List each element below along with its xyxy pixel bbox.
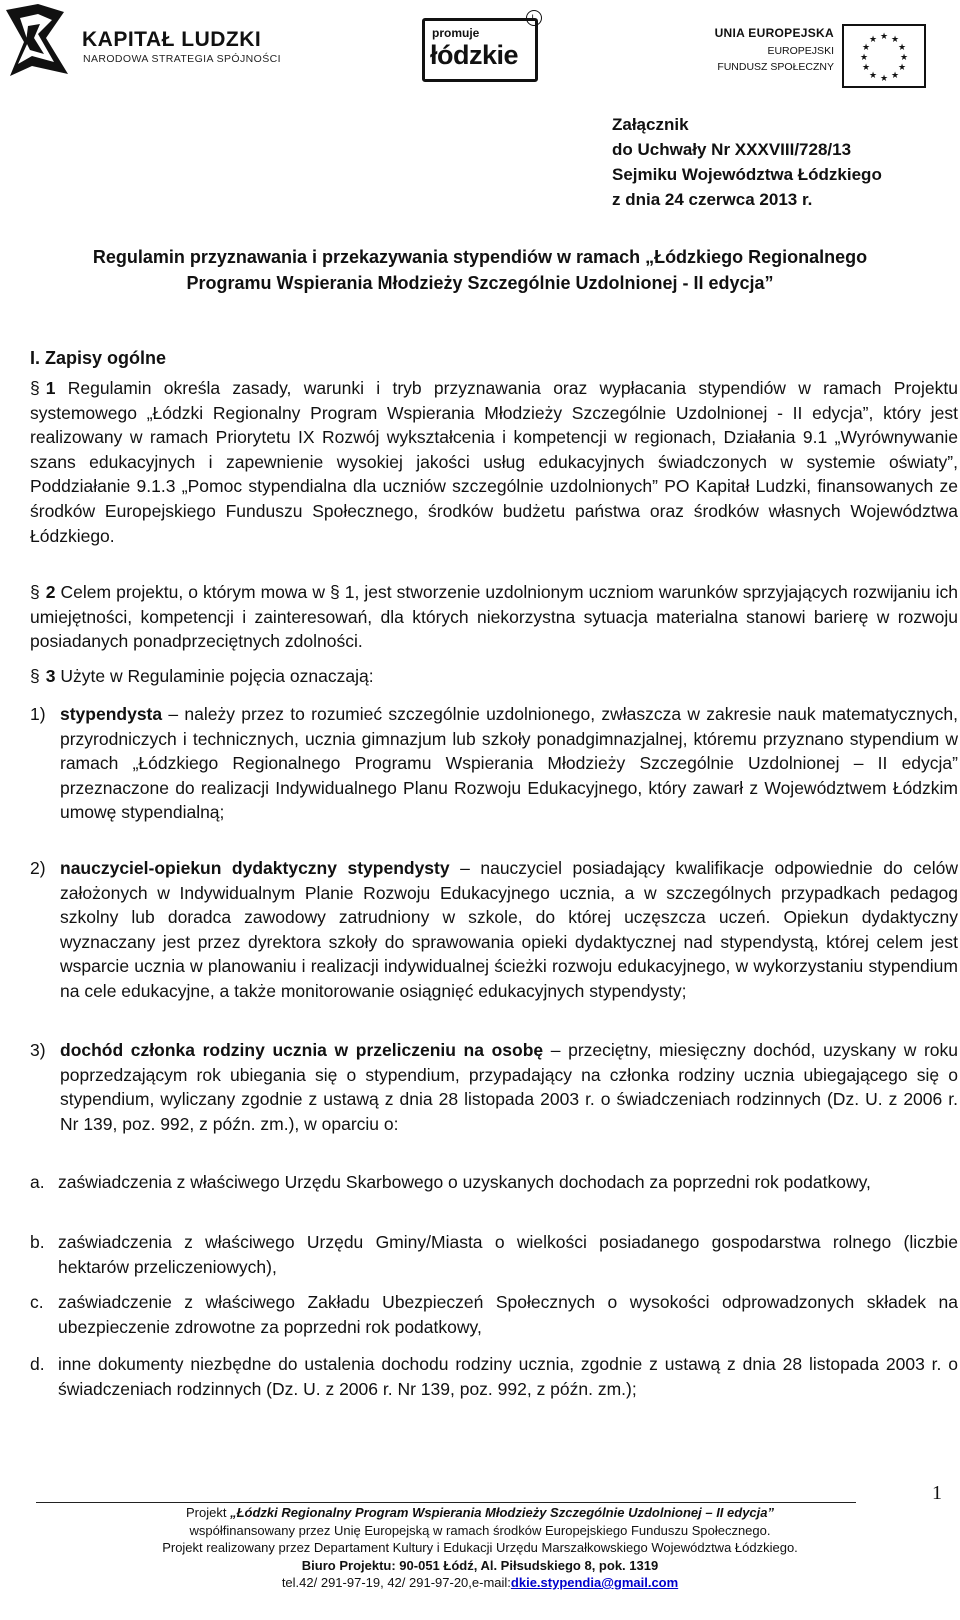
promuje-lodzkie-logo — [422, 10, 546, 86]
footer-project-line — [0, 1504, 960, 1522]
definition-item — [30, 1038, 958, 1136]
lodzkie-label: łódzkie — [430, 40, 519, 70]
promuje-label: promuje — [432, 26, 480, 40]
kapital-ludzki-title: KAPITAŁ LUDZKI — [82, 28, 262, 51]
svg-text:★: ★ — [861, 43, 871, 53]
kapital-ludzki-emblem-icon — [2, 4, 74, 80]
annex-block — [612, 112, 882, 212]
svg-text:★: ★ — [879, 32, 889, 42]
svg-text:★: ★ — [890, 35, 900, 45]
svg-text:★: ★ — [890, 71, 900, 81]
document-title — [0, 244, 960, 296]
eu-fund-logo — [684, 12, 944, 82]
paragraph-text: Użyte w Regulaminie pojęcia oznaczają: — [60, 666, 374, 686]
eu-flag-icon — [842, 24, 926, 88]
header-logos — [0, 0, 960, 92]
footer-cofinance-line: współfinansowany przez Unię Europejską w ramach środków Europejskiego Funduszu Społecznego. — [189, 1522, 771, 1538]
eu-fund-label-1: EUROPEJSKI — [767, 45, 834, 57]
annex-line: z dnia 24 czerwca 2013 r. — [612, 190, 813, 209]
definition-item — [30, 702, 958, 825]
paragraph-text: Regulamin określa zasady, warunki i tryb przyznawania oraz wypłacania stypendiów w ramach Projektu systemowego „Łódzki Regionalny Program Wspierania Młodzieży Szczególnie Uzdolnionej - II edycja”, który jest realizowany w ramach Priorytetu IX Rozwój wykształcenia i kompetencji w regionach, Działania 9.1 „Wyrównywanie szans edukacyjnych i zapewnienie wysokiej jakości usług edukacyjnych świadczonych w systemie oświaty”, Poddziałanie 9.1.3 „Pomoc stypendialna dla uczniów szczególnie uzdolnionych” PO Kapitał Ludzki, finansowanych ze środków Europejskiego Funduszu Społecznego, środków budżetu państwa oraz środków własnych Województwa Łódzkiego. — [30, 378, 958, 546]
svg-text:★: ★ — [868, 35, 878, 45]
eu-fund-label-2: FUNDUSZ SPOŁECZNY — [717, 61, 834, 73]
definition-text: – należy przez to rozumieć szczególnie uzdolnionego, zwłaszcza w zakresie nauk matematycznych, przyrodniczych i technicznych, ucznia gimnazjum lub szkoły ponadgimnazjalnej, któremu przyznano stypendium w ramach „Łódzkiego Regionalnego Programu Wspierania Młodzieży Szczególnie Uzdolnionej – II edycja” przeznaczone do realizacji Indywidualnego Planu Rozwoju Edukacyjnego, który zawarł z Województwem Łódzkim umowę stypendialną; — [60, 704, 958, 823]
definition-term: nauczyciel-opiekun dydaktyczny stypendysty — [60, 858, 450, 878]
eu-union-label: UNIA EUROPEJSKA — [714, 26, 834, 40]
svg-text:★: ★ — [879, 74, 889, 84]
paragraph-1 — [30, 376, 958, 548]
page-footer — [0, 1504, 960, 1592]
svg-text:★: ★ — [868, 71, 878, 81]
svg-text:★: ★ — [859, 53, 869, 63]
definition-item — [30, 856, 958, 1004]
footer-project-title: „Łódzki Regionalny Program Wspierania Młodzieży Szczególnie Uzdolnionej – II edycja” — [230, 1505, 774, 1520]
title-line: Regulamin przyznawania i przekazywania stypendiów w ramach „Łódzkiego Regionalnego — [92, 247, 868, 267]
definition-text: – nauczyciel posiadający kwalifikacje odpowiednie do celów założonych w Indywidualnym Planie Rozwoju Edukacyjnego ucznia, a w szczególnych przypadkach pedagog szkolny lub doradca zawodowy zatrudniony w szkole, do której uczęszcza uczeń. Opiekun dydaktyczny wyznaczany jest przez dyrektora szkoły do sprawowania opieki dydaktycznej nad stypendystą, której celem jest wsparcie ucznia w planowaniu i realizacji indywidualnej ścieżki rozwoju edukacyjnego, w wykorzystaniu stypendium na cele edukacyjne, a także monitorowanie osiągnięć edukacyjnych stypendysty; — [60, 858, 958, 1001]
paragraph-number: 3 — [45, 666, 56, 686]
footer-email-link[interactable]: dkie.stypendia@gmail.com — [510, 1575, 679, 1590]
subitem-text: inne dokumenty niezbędne do ustalenia dochodu rodziny ucznia, zgodnie z ustawą z dnia 28 listopada 2003 r. o świadczeniach rodzinnych (Dz. U. z 2006 r. Nr 139, poz. 992, z późn. zm.); — [58, 1354, 958, 1399]
paragraph-number: 1 — [45, 378, 56, 398]
subitem-letter: b. — [30, 1232, 45, 1252]
subitem-text: zaświadczenia z właściwego Urzędu Gminy/Miasta o wielkości posiadanego gospodarstwa rolnego (liczbie hektarów przeliczeniowych), — [58, 1232, 958, 1277]
paragraph-number: 2 — [45, 582, 56, 602]
annex-line: Załącznik — [612, 115, 689, 134]
subitem — [30, 1230, 958, 1279]
footer-phone: tel.42/ 291-97-19, 42/ 291-97-20,e-mail: — [281, 1575, 511, 1590]
paragraph-3 — [30, 664, 958, 689]
svg-text:★: ★ — [897, 63, 907, 73]
annex-line: Sejmiku Województwa Łódzkiego — [612, 165, 882, 184]
title-line: Programu Wspierania Młodzieży Szczególnie Uzdolnionej - II edycja” — [186, 273, 774, 293]
registered-mark-icon: L — [526, 10, 542, 26]
paragraph-2 — [30, 580, 958, 654]
subitem-text: zaświadczenia z właściwego Urzędu Skarbowego o uzyskanych dochodach za poprzedni rok podatkowy, — [58, 1172, 871, 1192]
paragraph-text: Celem projektu, o którym mowa w § 1, jest stworzenie uzdolnionym uczniom warunków sprzyjających rozwijaniu ich umiejętności, kompetencji i zainteresowań, dla których niekorzystna sytuacja materialna stanowi barierę w rozwoju posiadanych ponadprzeciętnych zdolności. — [30, 582, 958, 652]
subitem-text: zaświadczenie z właściwego Zakładu Ubezpieczeń Społecznych o wysokości odprowadzonych składek na ubezpieczenie zdrowotne za poprzedni rok podatkowy, — [58, 1292, 958, 1337]
section-sign: § — [30, 582, 40, 602]
subitem — [30, 1352, 958, 1401]
definition-number: 1) — [30, 704, 46, 724]
definition-text: – przeciętny, miesięczny dochód, uzyskany w roku poprzedzającym rok ubiegania się o stypendium, przypadający na członka rodziny ucznia ubiegającego się o stypendium, wyliczany zgodnie z ustawą z dnia 28 listopada 2003 r. o świadczeniach rodzinnych (Dz. U. z 2006 r. Nr 139, poz. 992, z późn. zm.), w oparciu o: — [60, 1040, 958, 1134]
definition-term: stypendysta — [60, 704, 163, 724]
subitem — [30, 1170, 958, 1195]
svg-text:★: ★ — [897, 43, 907, 53]
footer-contact-line — [0, 1574, 960, 1592]
svg-text:★: ★ — [861, 63, 871, 73]
footer-divider — [36, 1502, 856, 1503]
subitem-letter: d. — [30, 1354, 45, 1374]
subitem-letter: c. — [30, 1292, 44, 1312]
section-sign: § — [30, 378, 40, 398]
definition-term: dochód członka rodziny ucznia w przeliczeniu na osobę — [60, 1040, 544, 1060]
kapital-ludzki-logo — [0, 0, 320, 80]
footer-project-prefix: Projekt — [185, 1505, 231, 1520]
section-sign: § — [30, 666, 40, 686]
footer-realization-line: Projekt realizowany przez Departament Kultury i Edukacji Urzędu Marszałkowskiego Województwa Łódzkiego. — [162, 1540, 798, 1555]
svg-text:★: ★ — [899, 53, 909, 63]
subitem-letter: a. — [30, 1172, 45, 1192]
definition-number: 2) — [30, 858, 46, 878]
annex-line: do Uchwały Nr XXXVIII/728/13 — [612, 140, 852, 159]
kapital-ludzki-subtitle: NARODOWA STRATEGIA SPÓJNOŚCI — [83, 53, 281, 65]
section-heading: I. Zapisy ogólne — [30, 348, 167, 368]
page-number: 1 — [932, 1482, 942, 1504]
footer-office-address: Biuro Projektu: 90-051 Łódź, Al. Piłsudskiego 8, pok. 1319 — [301, 1557, 659, 1573]
subitem — [30, 1290, 958, 1339]
definition-number: 3) — [30, 1040, 46, 1060]
